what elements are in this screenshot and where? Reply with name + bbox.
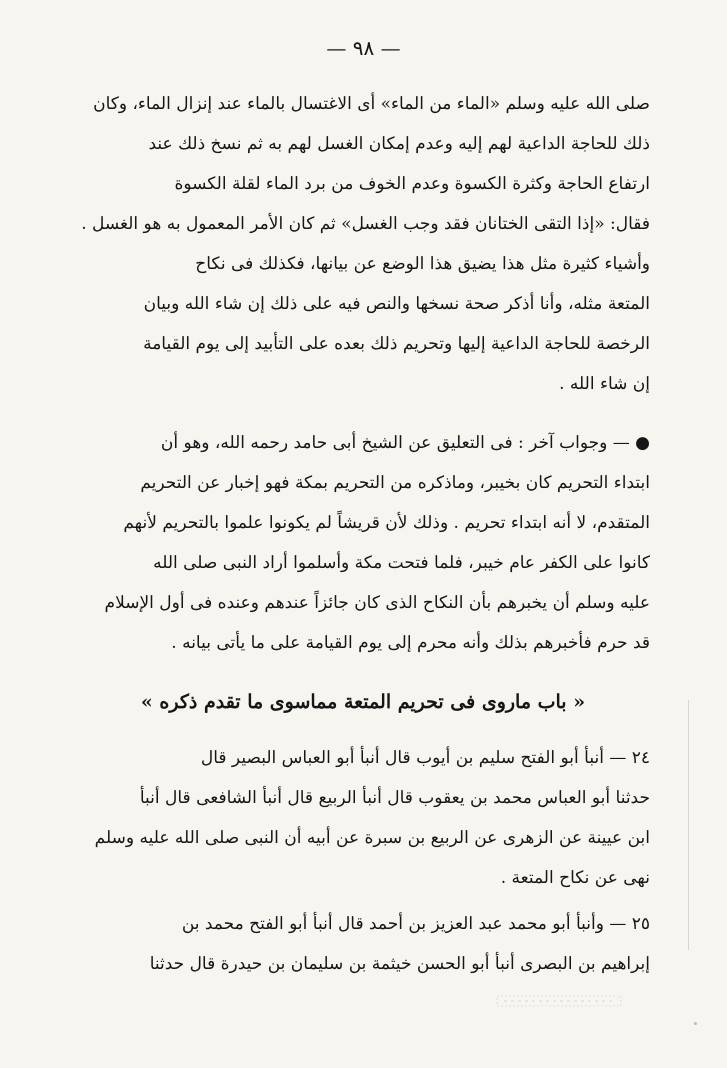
library-stamp bbox=[496, 994, 622, 1008]
text-line: ٢٤ — أنبأ أبو الفتح سليم بن أيوب قال أنبأ أبو العباس البصير قال bbox=[200, 748, 650, 768]
hadith-24 bbox=[76, 738, 650, 898]
paragraph-1 bbox=[76, 84, 650, 404]
hadith-25 bbox=[76, 904, 650, 984]
text-line: ابتداء التحريم كان بخيبر، وماذكره من التحريم بمكة فهو إخبار عن التحريم bbox=[140, 473, 650, 493]
text-line: ٢٥ — وأنبأ أبو محمد عبد العزيز بن أحمد قال أنبأ أبو الفتح محمد بن bbox=[181, 914, 650, 934]
paragraph-2 bbox=[76, 423, 650, 663]
page-margin-line bbox=[688, 700, 689, 950]
scan-speck bbox=[694, 1022, 697, 1025]
text-line: إن شاء الله . bbox=[559, 374, 650, 394]
text-line: ذلك للحاجة الداعية لهم إليه وعدم إمكان الغسل لهم به ثم نسخ ذلك عند bbox=[148, 134, 650, 154]
text-line: ارتفاع الحاجة وكثرة الكسوة وعدم الخوف من برد الماء لقلة الكسوة bbox=[174, 174, 650, 194]
text-line: المتعة مثله، وأنا أذكر صحة نسخها والنص فيه على ذلك إن شاء الله وبيان bbox=[143, 294, 650, 314]
text-line: الرخصة للحاجة الداعية إليها وتحريم ذلك بعده على التأبيد إلى يوم القيامة bbox=[143, 334, 650, 354]
text-line: عليه وسلم أن يخبرهم بأن النكاح الذى كان جائزاً عندهم وعنده فى أول الإسلام bbox=[104, 593, 650, 613]
text-line: وأشياء كثيرة مثل هذا يضيق هذا الوضع عن بيانها، فكذلك فى نكاح bbox=[195, 254, 650, 274]
text-line: كانوا على الكفر عام خيبر، فلما فتحت مكة وأسلموا أراد النبى صلى الله bbox=[153, 553, 650, 573]
section-heading: « باب ماروى فى تحريم المتعة مماسوى ما تقدم ذكره » bbox=[140, 691, 586, 713]
text-line: ● — وجواب آخر : فى التعليق عن الشيخ أبى حامد رحمه الله، وهو أن bbox=[160, 433, 650, 453]
text-line: حدثنا أبو العباس محمد بن يعقوب قال أنبأ الربيع قال أنبأ الشافعى قال أنبأ bbox=[139, 788, 650, 808]
page-number: — ٩٨ — bbox=[326, 36, 401, 60]
text-line: إبراهيم بن البصرى أنبأ أبو الحسن خيثمة بن سليمان بن حيدرة قال حدثنا bbox=[149, 954, 650, 974]
text-line: نهى عن نكاح المتعة . bbox=[500, 868, 650, 888]
text-line: المتقدم، لا أنه ابتداء تحريم . وذلك لأن قريشاً لم يكونوا علموا بالتحريم لأنهم bbox=[123, 513, 650, 533]
text-line: ابن عيينة عن الزهرى عن الربيع بن سبرة عن أبيه أن النبى صلى الله عليه وسلم bbox=[94, 828, 650, 848]
text-line: قد حرم فأخبرهم بذلك وأنه محرم إلى يوم القيامة على ما يأتى بيانه . bbox=[171, 633, 650, 653]
text-line: صلى الله عليه وسلم «الماء من الماء» أى الاغتسال بالماء عند إنزال الماء، وكان bbox=[93, 94, 650, 114]
text-line: فقال: «إذا التقى الختانان فقد وجب الغسل» ثم كان الأمر المعمول به هو الغسل . bbox=[81, 214, 650, 234]
